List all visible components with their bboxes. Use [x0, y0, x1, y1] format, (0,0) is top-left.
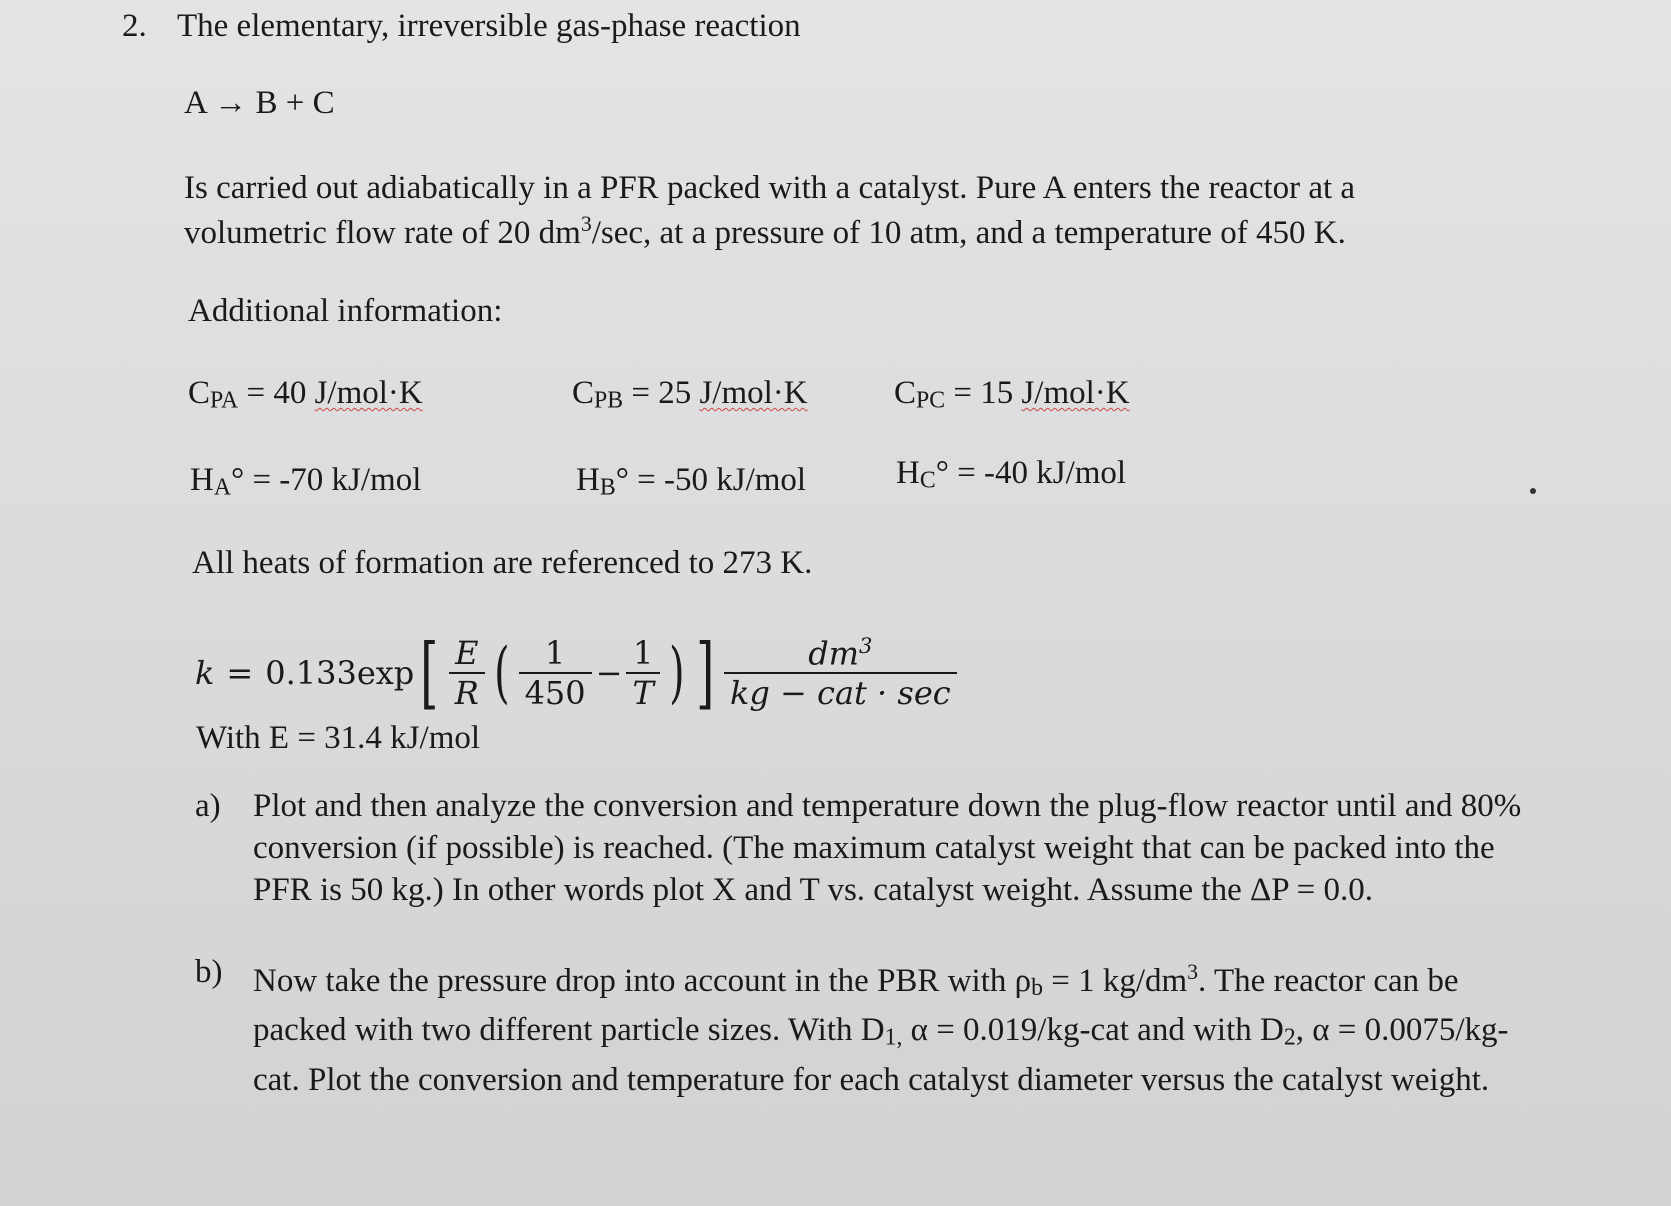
- eq-left-paren: (: [493, 633, 510, 711]
- h-value: ° = -70 kJ/mol: [231, 462, 422, 498]
- cp-unit: J/mol·K: [314, 375, 423, 411]
- eq-unit-num: [802, 633, 878, 673]
- with-E: With E = 31.4 kJ/mol: [196, 720, 481, 756]
- eq-one: 1: [632, 633, 654, 672]
- description-line-2: [184, 212, 1346, 253]
- cp-sub: PB: [594, 387, 624, 414]
- eq-k: k: [195, 653, 215, 692]
- cp-unit: J/mol·K: [1021, 375, 1130, 411]
- eq-R: R: [449, 672, 485, 712]
- speck-mark: [1530, 488, 1536, 494]
- eq-equals: =: [226, 653, 254, 692]
- question-b: [195, 951, 1535, 1101]
- h-value: ° = -40 kJ/mol: [935, 455, 1127, 491]
- qb-part2: = 1 kg/dm: [1042, 962, 1188, 999]
- cp-eq: = 40: [238, 375, 315, 411]
- h-symbol: H: [190, 462, 214, 498]
- cp-c: [894, 375, 1130, 415]
- h-symbol: H: [576, 462, 600, 498]
- desc-text-a: volumetric flow rate of 20 dm: [184, 214, 581, 251]
- question-text: Plot and then analyze the conversion and temperature down the plug-flow reactor until and 80% conversion (if possible) is reached. (The maximum catalyst weight that can be packed into the PFR is 50 kg.) In other words plot X and T vs. catalyst weight. Assume the ΔP = 0.0.: [253, 788, 1522, 908]
- eq-one: 1: [544, 633, 566, 672]
- qb-sup: 3: [1187, 960, 1199, 984]
- eq-frac-e-r: [449, 634, 485, 712]
- qb-part5: , α = 0.0075/kg-cat. Plot the conversion and temperature for each catalyst diameter versus the catalyst weight.: [253, 1012, 1509, 1098]
- cp-eq: = 25: [623, 375, 700, 411]
- qb-part3: . The reactor can be packed with two different particle sizes. With D: [253, 962, 1459, 1049]
- cp-symbol: C: [572, 375, 595, 411]
- cp-sub: PC: [916, 387, 946, 414]
- eq-frac-1-450: [519, 634, 592, 712]
- question-text: [253, 951, 1535, 1101]
- eq-frac-1-t: [626, 634, 659, 712]
- problem-title: The elementary, irreversible gas-phase reaction: [177, 8, 801, 44]
- heat-b: [576, 462, 806, 502]
- h-value: ° = -50 kJ/mol: [615, 462, 807, 498]
- qb-d1-sub: 1,: [884, 1024, 903, 1051]
- cp-symbol: C: [894, 375, 917, 411]
- eq-right-bracket: ]: [695, 627, 714, 718]
- eq-right-paren: ): [668, 633, 685, 711]
- qb-rho-sub: b: [1031, 975, 1043, 1002]
- problem-title-line: [122, 8, 801, 46]
- eq-coef: 0.133exp: [265, 653, 415, 692]
- reaction-equation: A → B + C: [184, 85, 335, 121]
- question-a: [195, 785, 1535, 911]
- cp-eq: = 15: [945, 375, 1022, 411]
- heat-a: [190, 462, 421, 502]
- cp-a: [188, 375, 423, 415]
- h-sub: B: [599, 474, 616, 501]
- eq-t0: 450: [519, 672, 592, 712]
- reference-note: All heats of formation are referenced to 273 K.: [192, 545, 813, 581]
- cp-sub: PA: [210, 387, 239, 414]
- qb-part4: α = 0.019/kg-cat and with D: [902, 1012, 1284, 1049]
- qb-d2-sub: 2: [1283, 1024, 1296, 1051]
- eq-T: T: [626, 672, 659, 712]
- eq-dm-sup: 3: [859, 632, 873, 658]
- rate-equation: [195, 625, 961, 720]
- eq-dm: dm: [808, 634, 860, 673]
- h-sub: C: [919, 467, 936, 494]
- eq-units: [724, 633, 957, 713]
- heat-c: [896, 455, 1126, 495]
- eq-E: E: [455, 633, 479, 672]
- question-label: a): [195, 788, 221, 824]
- cp-symbol: C: [188, 375, 211, 411]
- additional-heading: Additional information:: [188, 293, 503, 329]
- question-label: b): [195, 954, 223, 990]
- cp-b: [572, 375, 808, 415]
- eq-unit-den: kg − cat · sec: [724, 672, 957, 712]
- h-sub: A: [213, 474, 231, 501]
- desc-text-b: /sec, at a pressure of 10 atm, and a temperature of 450 K.: [591, 214, 1346, 251]
- eq-left-bracket: [: [420, 627, 439, 718]
- problem-number: 2.: [122, 8, 147, 44]
- h-symbol: H: [896, 455, 920, 491]
- desc-sup: 3: [580, 212, 592, 236]
- cp-unit: J/mol·K: [699, 375, 808, 411]
- description-line-1: Is carried out adiabatically in a PFR packed with a catalyst. Pure A enters the reactor at a: [184, 170, 1356, 206]
- qb-part1: Now take the pressure drop into account in the PBR with ρ: [253, 962, 1032, 999]
- eq-minus: −: [595, 653, 623, 692]
